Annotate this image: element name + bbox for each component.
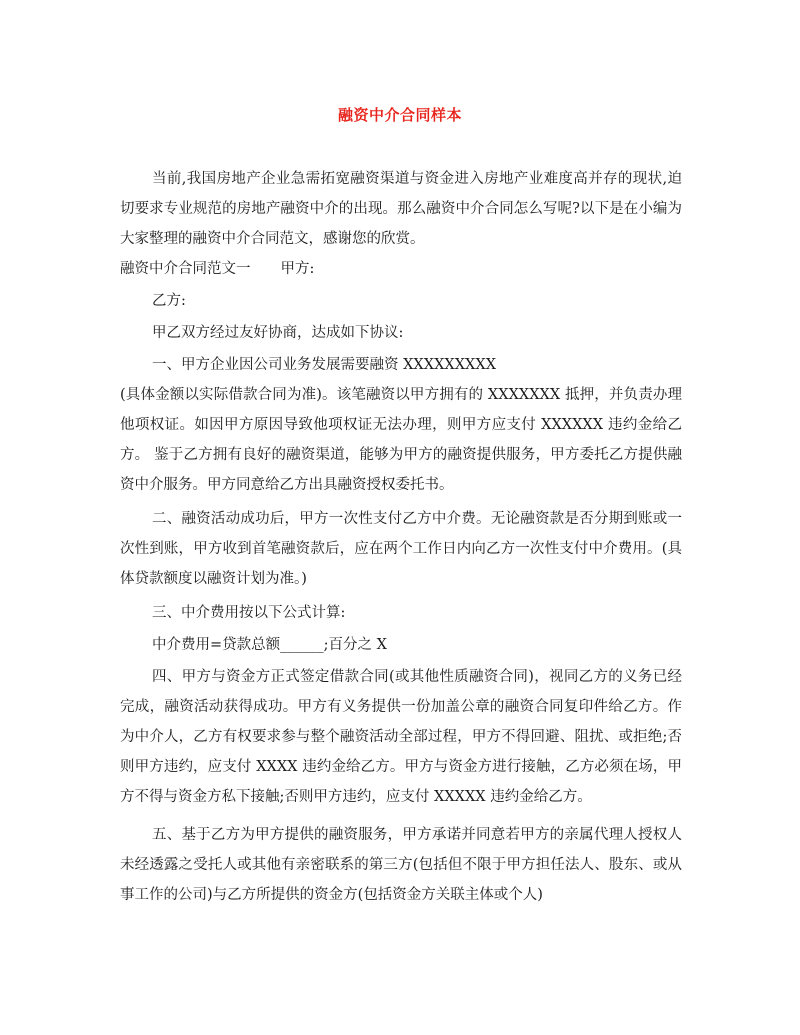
clause-3-heading: 三、中介费用按以下公式计算: bbox=[152, 605, 346, 621]
intro-paragraph: 当前,我国房地产企业急需拓宽融资渠道与资金进入房地产业难度高并存的现状,迫切要求专业规范的房地产融资中介的出现。那么融资中介合同怎么写呢?以下是在小编为大家整理的融资中介合同范文，感谢您的欣赏。 bbox=[120, 171, 682, 247]
agreement-line: 甲乙双方经过友好协商，达成如下协议: bbox=[152, 325, 404, 341]
clause-2: 二、融资活动成功后，甲方一次性支付乙方中介费。无论融资款是否分期到账或一次性到账，甲方收到首笔融资款后，应在两个工作日内向乙方一次性支付中介费用。(具体贷款额度以融资计划为准。) bbox=[120, 511, 682, 587]
clause-1-body: (具体金额以实际借款合同为准)。该笔融资以甲方拥有的 XXXXXXX 抵押，并负责办理他项权证。如因甲方原因导致他项权证无法办理，则甲方应支付 XXXXXX 违约金给乙方。 鉴于乙方拥有良好的融资渠道，能够为甲方的融资提供服务，甲方委托乙方提供融资中介服务。甲方同意给乙方出具融资授权委托书。 bbox=[120, 387, 682, 493]
clause-5: 五、基于乙方为甲方提供的融资服务，甲方承诺并同意若甲方的亲属代理人授权人未经透露之受托人或其他有亲密联系的第三方(包括但不限于甲方担任法人、股东、或从事工作的公司)与乙方所提供的资金方(包括资金方关联主体或个人) bbox=[120, 827, 682, 903]
document-body bbox=[120, 164, 682, 910]
clause-1-heading: 一、甲方企业因公司业务发展需要融资 XXXXXXXXX bbox=[152, 357, 497, 373]
sample-heading-line bbox=[120, 254, 682, 284]
clause-4: 四、甲方与资金方正式签定借款合同(或其他性质融资合同)，视同乙方的义务已经完成，融资活动获得成功。甲方有义务提供一份加盖公章的融资合同复印件给乙方。作为中介人，乙方有权要求参与整个融资活动全部过程，甲方不得回避、阻扰、或拒绝;否则甲方违约，应支付 XXXX 违约金给乙方。甲方与资金方进行接触，乙方必须在场，甲方不得与资金方私下接触;否则甲方违约，应支付 XXXXX 违约金给乙方。 bbox=[120, 669, 682, 805]
party-b-label: 乙方: bbox=[152, 293, 186, 309]
clause-3-formula: 中介费用=贷款总额______;百分之 X bbox=[152, 637, 387, 653]
sample-label: 融资中介合同范文一 bbox=[120, 261, 251, 277]
party-a-label: 甲方: bbox=[280, 261, 315, 277]
document-title: 融资中介合同样本 bbox=[337, 106, 462, 124]
